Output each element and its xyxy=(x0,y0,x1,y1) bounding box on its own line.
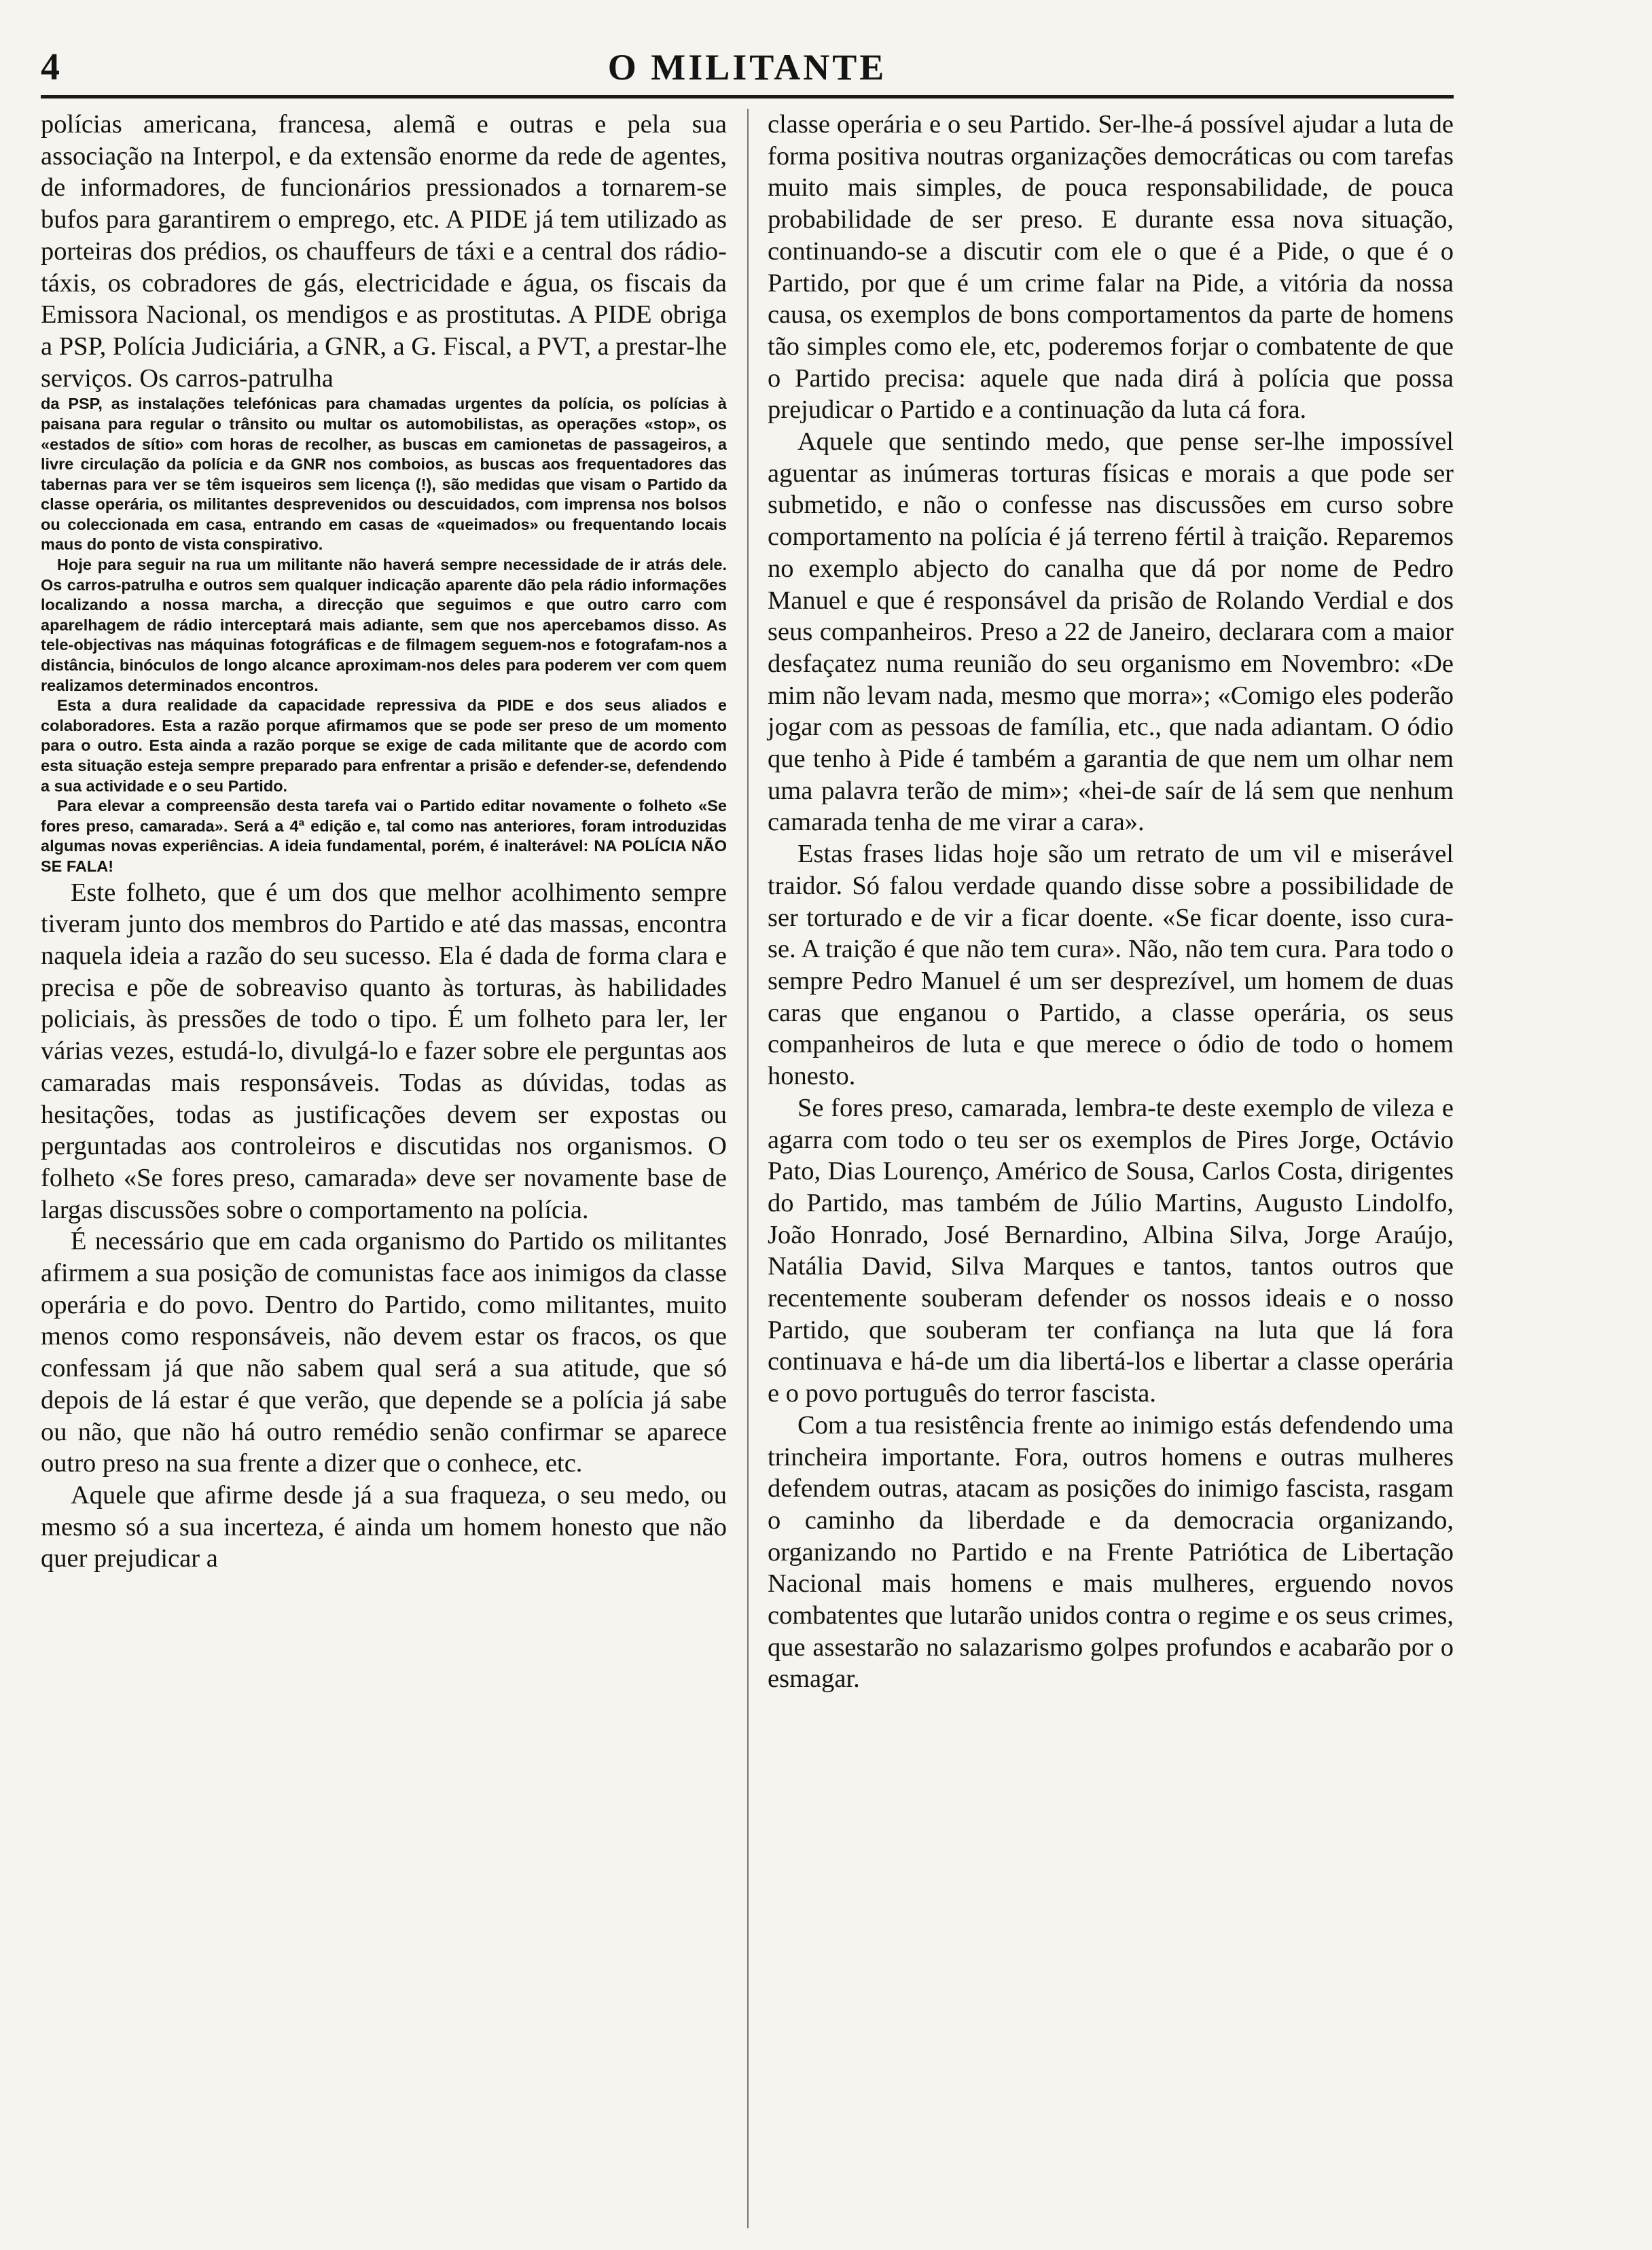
left-paragraph-4: Aquele que afirme desde já a sua fraqueza, o seu medo, ou mesmo só a sua incerteza, é ainda um homem honesto que não quer prejudicar a xyxy=(41,1480,727,1573)
right-paragraph-1: classe operária e o seu Partido. Ser-lhe-á possível ajudar a luta de forma positiva noutras organizações democráticas ou com tarefas muito mais simples, de pouca responsabilidade, de pouca probabilidade de ser preso. E durante essa nova situação, continuando-se a discutir com ele o que é a Pide, o que é o Partido, por que é um crime falar na Pide, a vitória da nossa causa, os exemplos de bons comportamentos da parte de homens tão simples como ele, etc, poderemos forjar o combatente de que o Partido precisa: aquele que nada dirá à polícia que possa prejudicar o Partido e a continuação da luta cá fora. xyxy=(768,110,1454,425)
right-paragraph-3: Estas frases lidas hoje são um retrato de um vil e miserável traidor. Só falou verdade quando disse sobre a possibilidade de ser torturado e de vir a ficar doente. «Se ficar doente, isso cura-se. A traição é que não tem cura». Não, não tem cura. Para todo o sempre Pedro Manuel é um ser desprezível, um homem de duas caras que enganou o Partido, a classe operária, os seus companheiros de luta e que merece o ódio de todo o homem honesto. xyxy=(768,840,1454,1091)
masthead-title: O MILITANTE xyxy=(607,47,887,88)
right-paragraph-2: Aquele que sentindo medo, que pense ser-lhe impossível aguentar as inúmeras torturas físicas e morais a que pode ser submetido, e não o confesse nas discussões em curso sobre comportamento na polícia é já terreno fértil à traição. Reparemos no exemplo abjecto do canalha que dá por nome de Pedro Manuel e que é responsável da prisão de Rolando Verdial e dos seus companheiros. Preso a 22 de Janeiro, declarara com a maior desfaçatez numa reunião do seu organismo em Novembro: «De mim não levam nada, mesmo que morra»; «Comigo eles poderão jogar com as pessoas de família, etc., que nada adiantam. O ódio que tenho à Pide é também a garantia de que nem um olhar nem uma palavra terão de mim»; «hei-de saír de lá sem que nenhum camarada tenha de me virar a cara». xyxy=(768,427,1454,837)
left-small-paragraph-3: Esta a dura realidade da capacidade repressiva da PIDE e dos seus aliados e colaboradores. Esta a razão porque afirmamos que se pode ser preso de um momento para o outro. Esta ainda a razão porque se exige de cada militante que de acordo com esta situação esteja sempre preparado para enfrentar a prisão e defender-se, defendendo a sua actividade e o seu Partido. xyxy=(41,696,727,795)
left-paragraph-2: Este folheto, que é um dos que melhor acolhimento sempre tiveram junto dos membros do Partido e até das massas, encontra naquela ideia a razão do seu sucesso. Ela é dada de forma clara e precisa e põe de sobreaviso quanto às torturas, às habilidades policiais, às pressões de todo o tipo. É um folheto para ler, ler várias vezes, estudá-lo, divulgá-lo e fazer sobre ele perguntas aos camaradas mais responsáveis. Todas as dúvidas, todas as hesitações, todas as justificações devem ser expostas ou perguntadas aos controleiros e discutidas nos organismos. O folheto «Se fores preso, camarada» deve ser novamente base de largas discussões sobre o comportamento na polícia. xyxy=(41,878,727,1224)
newspaper-page xyxy=(41,41,1454,2235)
page-header xyxy=(41,41,1454,99)
right-column xyxy=(768,109,1454,1695)
column-divider xyxy=(747,109,749,2228)
left-small-paragraph-2: Hoje para seguir na rua um militante não haverá sempre necessidade de ir atrás dele. Os carros-patrulha e outros sem qualquer indicação aparente dão pela rádio informações localizando a nossa marcha, a direcção que seguimos e que outro carro com aparelhagem de rádio interceptará mais adiante, sem que nos apercebamos disso. As tele-objectivas nas máquinas fotográficas e de filmagem seguem-nos e fotografam-nos a distância, binóculos de longo alcance aproximam-nos deles para poderem ver com quem realizamos determinados encontros. xyxy=(41,556,727,694)
left-paragraph-3: É necessário que em cada organismo do Partido os militantes afirmem a sua posição de comunistas face aos inimigos da classe operária e do povo. Dentro do Partido, como militantes, muito menos como responsáveis, não devem estar os fracos, os que confessam já que não sabem qual será a sua atitude, que só depois de lá estar é que verão, que depende se a polícia já sabe ou não, que não há outro remédio senão confirmar se aparece outro preso na sua frente a dizer que o conhece, etc. xyxy=(41,1227,727,1478)
left-column xyxy=(41,109,727,1575)
left-small-paragraph-4: Para elevar a compreensão desta tarefa vai o Partido editar novamente o folheto «Se fores preso, camarada». Será a 4ª edição e, tal como nas anteriores, foram introduzidas algumas novas experiências. A ideia fundamental, porém, é inalterável: NA POLÍCIA NÃO SE FALA! xyxy=(41,797,727,875)
right-paragraph-4: Se fores preso, camarada, lembra-te deste exemplo de vileza e agarra com todo o teu ser os exemplos de Pires Jorge, Octávio Pato, Dias Lourenço, Américo de Sousa, Carlos Costa, dirigentes do Partido, mas também de Júlio Martins, Augusto Lindolfo, João Honrado, José Bernardino, Albina Silva, Jorge Araújo, Natália David, Silva Marques e tantos, tantos outros que recentemente souberam defender os nossos ideais e o nosso Partido, que souberam ter confiança na luta que lá fora continuava e há-de um dia libertá-los e libertar a classe operária e o povo português do terror fascista. xyxy=(768,1093,1454,1408)
page-number: 4 xyxy=(41,46,60,88)
left-paragraph-1: polícias americana, francesa, alemã e outras e pela sua associação na Interpol, e da extensão enorme da rede de agentes, de informadores, de funcionários pressionados a tornarem-se bufos para garantirem o emprego, etc. A PIDE já tem utilizado as porteiras dos prédios, os chauffeurs de táxi e a central dos rádio-táxis, os cobradores de gás, electricidade e água, os fiscais da Emissora Nacional, os mendigos e as prostitutas. A PIDE obriga a PSP, Polícia Judiciária, a GNR, a G. Fiscal, a PVT, a prestar-lhe serviços. Os carros-patrulha xyxy=(41,110,728,393)
left-small-paragraph-1: da PSP, as instalações telefónicas para chamadas urgentes da polícia, os polícias à paisana para regular o trânsito ou multar os automobilistas, as operações «stop», os «estados de sítio» com horas de recolher, as buscas em camionetas de passageiros, a livre circulação da polícia e da GNR nos comboios, as buscas aos frequentadores das tabernas para ver se têm isqueiros sem licença (!), são medidas que visam o Partido da classe operária, os militantes desprevenidos ou descuidados, com imprensa nos bolsos ou coleccionada em casa, entrando em casas de «queimados» ou frequentando locais maus do ponto de vista conspirativo. xyxy=(41,395,727,554)
right-paragraph-5: Com a tua resistência frente ao inimigo estás defendendo uma trincheira importante. Fora, outros homens e outras mulheres defendem outras, atacam as posições do inimigo fascista, rasgam o caminho da liberdade e da democracia organizando, organizando no Partido e na Frente Patriótica de Libertação Nacional mais homens e mais mulheres, erguendo novos combatentes que lutarão unidos contra o regime e os seus crimes, que assestarão no salazarismo golpes profundos e acabarão por o esmagar. xyxy=(768,1410,1454,1694)
